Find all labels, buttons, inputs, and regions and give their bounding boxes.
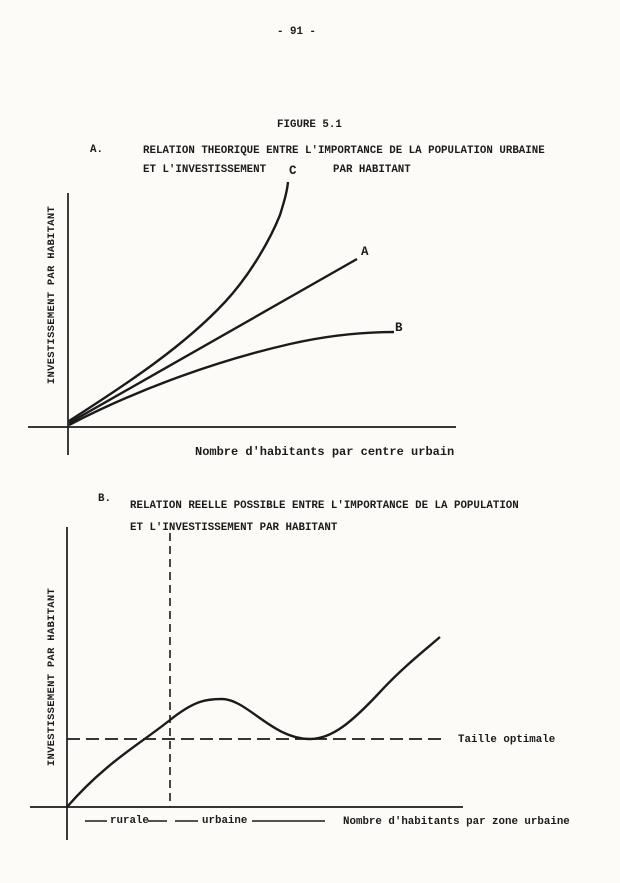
chart-a-curve-c: [69, 182, 288, 421]
chart-a-curve-a: [69, 259, 357, 423]
chart-b-y-axis-label: INVESTISSEMENT PAR HABITANT: [46, 587, 58, 767]
chart-a-y-axis-label: INVESTISSEMENT PAR HABITANT: [46, 205, 58, 385]
chart-a-curve-a-label: A: [361, 245, 369, 259]
zone-rurale-label: rurale: [110, 815, 149, 827]
figure-title: FIGURE 5.1: [277, 119, 342, 131]
section-b-index: B.: [98, 493, 111, 505]
section-a-title-line1: RELATION THEORIQUE ENTRE L'IMPORTANCE DE LA POPULATION URBAINE: [143, 145, 545, 157]
chart-b-canvas: [0, 520, 620, 850]
section-b-title-line2: ET L'INVESTISSEMENT PAR HABITANT: [130, 522, 338, 534]
zone-urbaine-label: urbaine: [202, 815, 248, 827]
section-a-title-line2-right: PAR HABITANT: [333, 164, 411, 176]
chart-a-canvas: [0, 160, 470, 472]
section-a-index: A.: [90, 144, 103, 156]
chart-a-curve-b: [69, 332, 394, 425]
chart-b-curve: [67, 637, 440, 807]
chart-b-x-axis-label: Nombre d'habitants par zone urbaine: [343, 816, 570, 828]
optimal-size-label: Taille optimale: [458, 734, 556, 746]
page-number: - 91 -: [277, 26, 316, 38]
section-a-title-line2-left: ET L'INVESTISSEMENT: [143, 164, 267, 176]
chart-a-curve-b-label: B: [395, 321, 403, 335]
chart-a-curve-c-label: C: [289, 164, 297, 178]
chart-a-x-axis-label: Nombre d'habitants par centre urbain: [195, 445, 455, 459]
section-b-title-line1: RELATION REELLE POSSIBLE ENTRE L'IMPORTANCE DE LA POPULATION: [130, 500, 519, 512]
